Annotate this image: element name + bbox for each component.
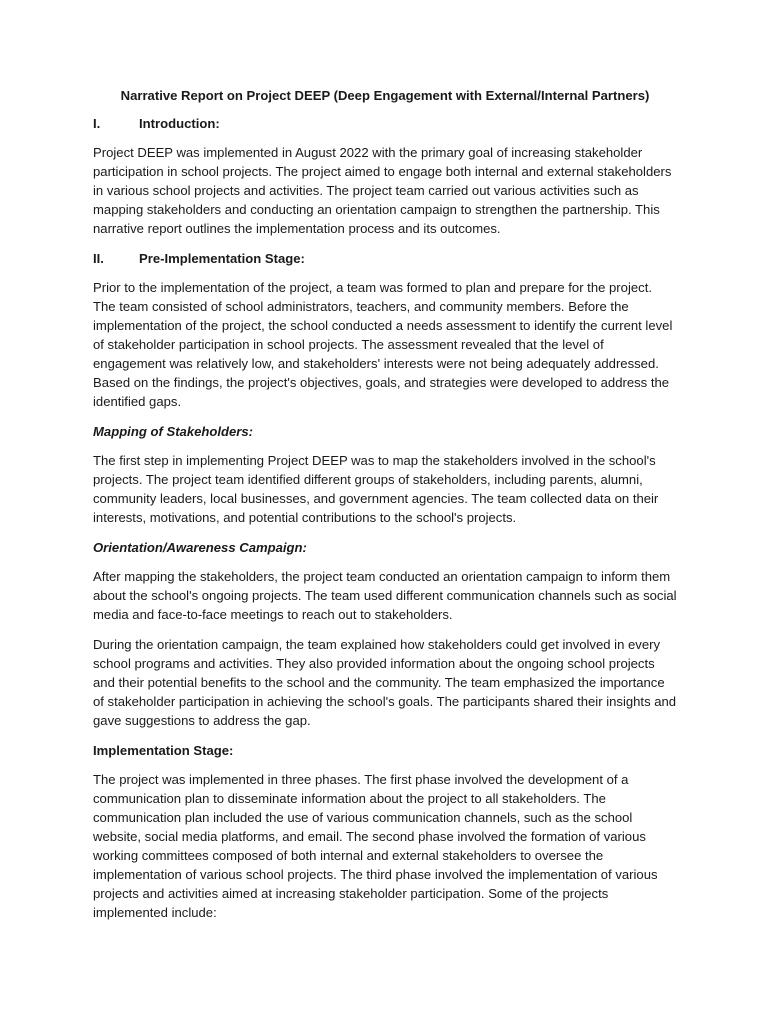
document-title: Narrative Report on Project DEEP (Deep Engagement with External/Internal Partners) [120,88,650,103]
section-title: Introduction: [139,116,220,131]
mapping-paragraph: The first step in implementing Project DEEP was to map the stakeholders involved in the school's projects. The project team identified different groups of stakeholders, including parents, alumni, community leaders, local businesses, and government agencies. The team collected data on their interests, motivations, and potential contributions to the school's projects. [93,453,659,525]
heading-implementation-stage: Implementation Stage: [93,743,234,758]
orientation-paragraph-1: After mapping the stakeholders, the project team conducted an orientation campaign to inform them about the school's ongoing projects. The team used different communication channels such as social media and face-to-face meetings to reach out to stakeholders. [93,569,677,622]
implementation-paragraph: The project was implemented in three phases. The first phase involved the development of a communication plan to disseminate information about the project to all stakeholders. The communication plan included the use of various communication channels, such as the school website, social media platforms, and email. The second phase involved the formation of various working committees composed of both internal and external stakeholders to oversee the implementation of various school projects. The third phase involved the implementation of various projects and activities aimed at increasing stakeholder participation. Some of the projects implemented include: [93,772,658,920]
section-heading-pre-implementation [93,249,677,268]
pre-implementation-paragraph: Prior to the implementation of the project, a team was formed to plan and prepare for the project. The team consisted of school administrators, teachers, and community members. Before the implementation of the project, the school conducted a needs assessment to identify the current level of stakeholder participation in school projects. The assessment revealed that the level of engagement was relatively low, and stakeholders' interests were not being adequately addressed. Based on the findings, the project's objectives, goals, and strategies were developed to address the identified gaps. [93,280,673,409]
section-title: Pre-Implementation Stage: [139,251,305,266]
orientation-paragraph-2: During the orientation campaign, the team explained how stakeholders could get involved in every school programs and activities. They also provided information about the ongoing school projects and their potential benefits to the school and the community. The team emphasized the importance of stakeholder participation in achieving the school's goals. The participants shared their insights and gave suggestions to address the gap. [93,637,677,728]
subheading-mapping-of-stakeholders: Mapping of Stakeholders: [93,424,254,439]
section-heading-introduction [93,114,677,133]
introduction-paragraph: Project DEEP was implemented in August 2022 with the primary goal of increasing stakeholder participation in school projects. The project aimed to engage both internal and external stakeholders in various school projects and activities. The project team carried out various activities such as mapping stakeholders and conducting an orientation campaign to strengthen the partnership. This narrative report outlines the implementation process and its outcomes. [93,145,672,236]
section-number: II. [93,251,104,266]
subheading-orientation-campaign: Orientation/Awareness Campaign: [93,540,307,555]
section-number: I. [93,116,101,131]
document-page [93,86,677,933]
